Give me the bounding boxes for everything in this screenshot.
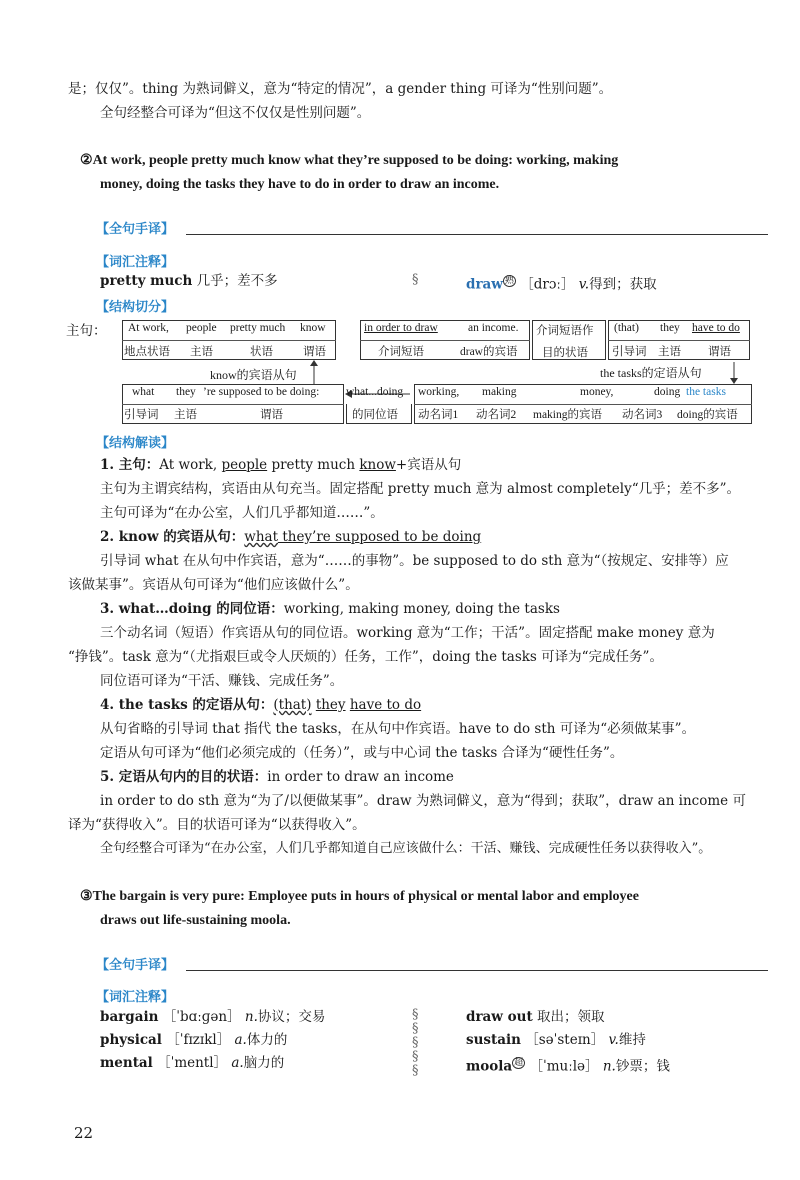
- diagram-role: 主语: [174, 409, 197, 421]
- vocab-item: pretty much 几乎；差不多: [100, 273, 278, 289]
- diagram-role: 主语: [190, 346, 213, 358]
- diagram-word: an income.: [468, 322, 519, 334]
- know-clause-label: know的宾语从句: [210, 368, 297, 382]
- diagram-word: making: [482, 386, 517, 398]
- analysis-text: 三个动名词（短语）作宾语从句的同位语。working 意为“工作；干活”。固定搭配 make money 意为: [100, 625, 715, 641]
- analysis-heading-1: 1. 主句：At work, people pretty much know+宾语从句: [100, 457, 462, 473]
- diagram-word: in order to draw: [364, 322, 438, 334]
- analysis-text: 同位语可译为“干活、赚钱、完成任务”。: [100, 673, 344, 689]
- diagram-role: 地点状语: [124, 346, 170, 358]
- tasks-clause-label: the tasks的定语从句: [600, 366, 702, 380]
- diagram-word: ’re supposed to be doing:: [203, 386, 320, 398]
- diagram-role: doing的宾语: [677, 409, 738, 421]
- diagram-word: what...doing: [346, 386, 404, 398]
- wavy-divider-icon: §: [412, 272, 419, 287]
- diagram-role: 目的状语: [542, 347, 588, 359]
- diagram-role: making的宾语: [533, 409, 602, 421]
- analysis-text: 主句为主谓宾结构，宾语由从句充当。固定搭配 pretty much 意为 almost completely“几乎；差不多”。: [100, 481, 741, 497]
- advanced-word-icon: 超: [514, 1058, 524, 1068]
- analysis-heading-5: 5. 定语从句内的目的状语：in order to draw an income: [100, 769, 454, 785]
- diagram-role: 谓语: [708, 346, 731, 358]
- analysis-heading-4: 4. the tasks 的定语从句：(that) they have to do: [100, 697, 422, 713]
- diagram-role: 动名词2: [476, 409, 517, 421]
- vocab-item: sustain ［səˈsteɪn］ v.维持: [466, 1032, 646, 1048]
- analysis-text: 从句省略的引导词 that 指代 the tasks，在从句中作宾语。have to do sth 可译为“必须做某事”。: [100, 721, 696, 737]
- analysis-text: 主句可译为“在办公室，人们几乎都知道……”。: [100, 505, 384, 521]
- diagram-word: pretty much: [230, 322, 286, 334]
- structure-label: 【结构切分】: [96, 299, 175, 314]
- diagram-word: working,: [418, 386, 460, 398]
- diagram-role: 动名词3: [622, 409, 663, 421]
- vocab-item: draw $^熟$ ［drɔː］ v.得到；获取: [466, 276, 657, 293]
- diagram-word: doing: [654, 386, 681, 398]
- full-translation-label: 【全句手译】: [96, 221, 175, 236]
- diagram-word: they: [176, 386, 196, 398]
- diagram-word: have to do: [692, 322, 740, 334]
- diagram-role: 引导词: [124, 409, 159, 421]
- diagram-word: money,: [580, 386, 614, 398]
- diagram-role: 介词短语: [378, 346, 424, 358]
- wavy-divider-icon: § § § § §: [412, 1007, 419, 1078]
- analysis-heading-2: 2. know 的宾语从句：what they’re supposed to be doing: [100, 529, 482, 545]
- analysis-label: 【结构解读】: [96, 435, 175, 450]
- sentence-number: ③: [80, 889, 93, 904]
- full-translation-label: 【全句手译】: [96, 957, 175, 972]
- diagram-role: 动名词1: [418, 409, 459, 421]
- diagram-role: 谓语: [303, 346, 326, 358]
- analysis-heading-3: 3. what…doing 的同位语：working, making money, doing the tasks: [100, 601, 560, 617]
- vocab-item: bargain ［ˈbɑːɡən］ n.协议；交易: [100, 1009, 326, 1025]
- sentence-text: The bargain is very pure: Employee puts in hours of physical or mental labor and employee: [92, 889, 639, 904]
- page-number: 22: [74, 1124, 94, 1142]
- analysis-text: in order to do sth 意为“为了/以便做某事”。draw 为熟词僻义，意为“得到；获取”，draw an income 可: [100, 793, 746, 809]
- vocab-item: mental ［ˈmentl］ a.脑力的: [100, 1055, 285, 1071]
- vocab-item: draw out 取出；领取: [466, 1009, 605, 1025]
- diagram-role: draw的宾语: [460, 346, 518, 358]
- sentence-2-line-2: money, doing the tasks they have to do in order to draw an income.: [100, 177, 500, 192]
- diagram-word: 介词短语作: [536, 325, 594, 337]
- diagram-word: the tasks: [686, 386, 726, 398]
- translation-blank-line[interactable]: [186, 970, 768, 971]
- diagram-role: 谓语: [260, 409, 283, 421]
- diagram-word: people: [186, 322, 217, 334]
- diagram-role: 引导词: [612, 346, 647, 358]
- vocab-label: 【词汇注释】: [96, 254, 175, 269]
- analysis-text: 全句经整合可译为“在办公室，人们几乎都知道自己应该做什么：干活、赚钱、完成硬性任务以获得收入”。: [100, 841, 712, 856]
- diagram-word: what: [132, 386, 155, 398]
- analysis-text: 该做某事”。宾语从句可译为“他们应该做什么”。: [68, 577, 359, 593]
- sentence-number: ②: [80, 153, 93, 168]
- diagram-role: 主语: [658, 346, 681, 358]
- analysis-text: 引导词 what 在从句中作宾语，意为“……的事物”。be supposed to do sth 意为“（按规定、安排等）应: [100, 553, 729, 569]
- vocab-label: 【词汇注释】: [96, 989, 175, 1004]
- diagram-role: 的同位语: [352, 409, 398, 421]
- vocab-item: moola $^超$ ［ˈmuːlə］ n.钞票；钱: [466, 1058, 670, 1075]
- analysis-text: “挣钱”。task 意为“（尤指艰巨或令人厌烦的）任务，工作”，doing the tasks 可译为“完成任务”。: [68, 649, 663, 665]
- main-clause-label: 主句：: [66, 323, 107, 339]
- diagram-role: 状语: [250, 346, 273, 358]
- sentence-text: At work, people pretty much know what they’re supposed to be doing: working, making: [92, 153, 619, 168]
- diagram-word: they: [660, 322, 680, 334]
- top-line-1: 是；仅仅”。thing 为熟词僻义，意为“特定的情况”，a gender thing 可译为“性别问题”。: [68, 81, 613, 97]
- sentence-3-line-1: [80, 886, 639, 908]
- diagram-word: know: [300, 322, 326, 334]
- vocab-item: physical ［ˈfɪzɪkl］ a.体力的: [100, 1032, 288, 1048]
- sentence-3-line-2: draws out life-sustaining moola.: [100, 913, 291, 928]
- analysis-text: 定语从句可译为“他们必须完成的（任务）”，或与中心词 the tasks 合译为“硬性任务”。: [100, 745, 624, 761]
- diagram-word: (that): [614, 322, 639, 334]
- diagram-word: At work,: [128, 322, 169, 334]
- analysis-text: 译为“获得收入”。目的状语可译为“以获得收入”。: [68, 817, 366, 833]
- top-line-2: 全句经整合可译为“但这不仅仅是性别问题”。: [100, 105, 371, 121]
- familiar-word-icon: 熟: [504, 276, 514, 286]
